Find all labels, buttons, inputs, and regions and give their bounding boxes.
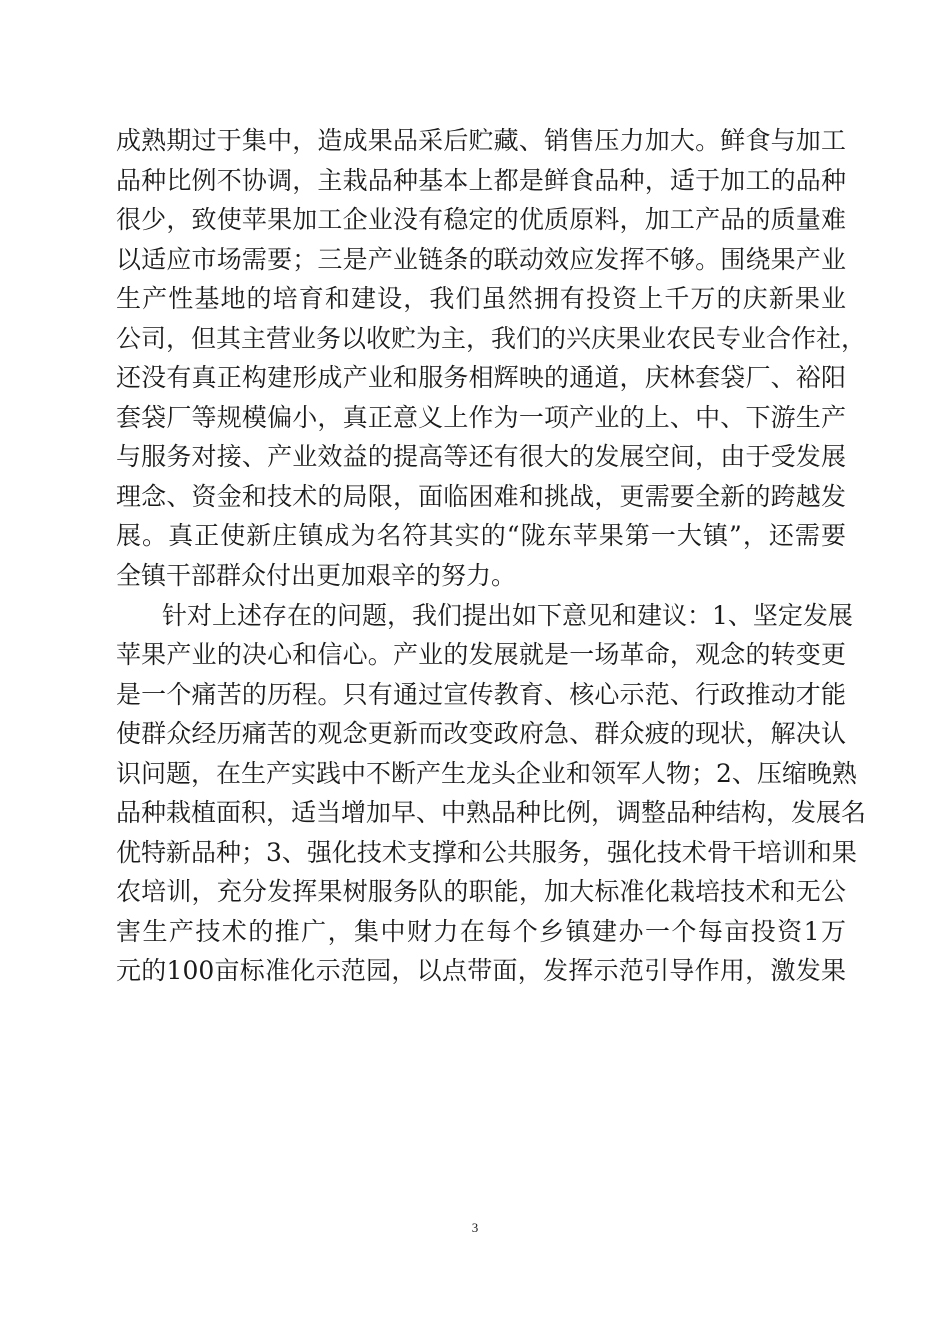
text-line: 品种栽植面积，适当增加早、中熟品种比例，调整品种结构，发展名 xyxy=(116,798,867,828)
text-line: 苹果产业的决心和信心。产业的发展就是一场革命，观念的转变更 xyxy=(116,640,846,670)
text-line: 套袋厂等规模偏小，真正意义上作为一项产业的上、中、下游生产 xyxy=(116,402,846,432)
text-line: 全镇干部群众付出更加艰辛的努力。 xyxy=(116,561,517,591)
body-text xyxy=(116,121,867,991)
text-line: 害生产技术的推广，集中财力在每个乡镇建办一个每亩投资1万 xyxy=(116,916,846,946)
page-number: 3 xyxy=(471,1220,479,1235)
text-line: 展。真正使新庄镇成为名符其实的“陇东苹果第一大镇”，还需要 xyxy=(116,521,846,551)
text-line: 生产性基地的培育和建设，我们虽然拥有投资上千万的庆新果业 xyxy=(116,284,846,314)
text-line: 成熟期过于集中，造成果品采后贮藏、销售压力加大。鲜食与加工 xyxy=(116,126,846,155)
text-line: 理念、资金和技术的局限，面临困难和挑战，更需要全新的跨越发 xyxy=(116,481,846,511)
text-line: 以适应市场需要；三是产业链条的联动效应发挥不够。围绕果产业 xyxy=(116,244,846,274)
text-line: 还没有真正构建形成产业和服务相辉映的通道，庆林套袋厂、裕阳 xyxy=(116,363,846,393)
text-line: 很少，致使苹果加工企业没有稳定的优质原料，加工产品的质量难 xyxy=(116,205,846,235)
text-line: 公司，但其主营业务以收贮为主，我们的兴庆果业农民专业合作社， xyxy=(116,323,867,353)
text-line: 是一个痛苦的历程。只有通过宣传教育、核心示范、行政推动才能 xyxy=(116,679,846,709)
text-line: 与服务对接、产业效益的提高等还有很大的发展空间，由于受发展 xyxy=(116,442,846,472)
text-line: 使群众经历痛苦的观念更新而改变政府急、群众疲的现状，解决认 xyxy=(116,719,846,749)
text-line: 优特新品种；3、强化技术支撑和公共服务，强化技术骨干培训和果 xyxy=(116,837,857,867)
text-line: 元的100亩标准化示范园，以点带面，发挥示范引导作用，激发果 xyxy=(116,956,846,986)
text-line: 品种比例不协调，主栽品种基本上都是鲜食品种，适于加工的品种 xyxy=(116,165,846,195)
text-line: 农培训，充分发挥果树服务队的职能，加大标准化栽培技术和无公 xyxy=(116,877,846,907)
text-line: 识问题，在生产实践中不断产生龙头企业和领军人物；2、压缩晚熟 xyxy=(116,758,857,788)
text-line: 针对上述存在的问题，我们提出如下意见和建议：1、坚定发展 xyxy=(162,600,853,630)
